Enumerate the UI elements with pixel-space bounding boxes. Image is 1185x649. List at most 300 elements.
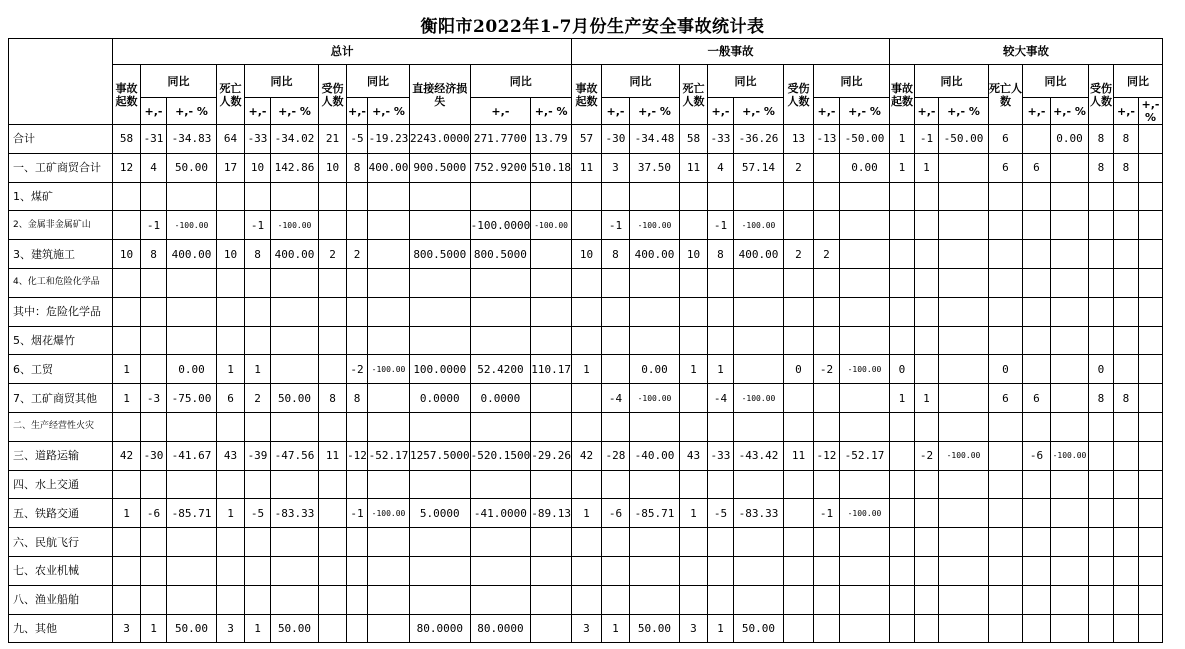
- header-injured: 受伤人数: [783, 65, 813, 125]
- table-cell: [988, 268, 1022, 297]
- table-cell: [813, 412, 839, 441]
- table-cell: [319, 268, 347, 297]
- table-cell: [368, 470, 410, 499]
- table-cell: -100.00: [368, 499, 410, 528]
- table-cell: [629, 268, 679, 297]
- page-title: 衡阳市2022年1-7月份生产安全事故统计表: [420, 17, 765, 37]
- table-cell: [1088, 240, 1113, 269]
- table-cell: [938, 240, 988, 269]
- table-cell: 10: [245, 153, 271, 182]
- table-cell: 142.86: [271, 153, 319, 182]
- row-label: 6、工贸: [9, 355, 113, 384]
- header-count: 事故起数: [113, 65, 141, 125]
- table-cell: -47.56: [271, 441, 319, 470]
- header-diff: +,-: [470, 98, 531, 125]
- table-cell: [938, 499, 988, 528]
- table-cell: 1: [679, 355, 707, 384]
- table-cell: [1113, 182, 1138, 211]
- table-cell: [601, 355, 629, 384]
- table-cell: [1138, 384, 1162, 413]
- table-cell: 80.0000: [410, 614, 471, 643]
- table-cell: [347, 297, 368, 326]
- table-cell: [1022, 470, 1050, 499]
- table-cell: [167, 268, 217, 297]
- table-cell: [783, 499, 813, 528]
- table-cell: [470, 412, 531, 441]
- table-cell: 110.17: [531, 355, 572, 384]
- table-cell: [914, 355, 938, 384]
- group-header-total: 总计: [113, 39, 572, 65]
- table-cell: -6: [601, 499, 629, 528]
- table-cell: [988, 326, 1022, 355]
- table-cell: [368, 556, 410, 585]
- table-cell: [914, 528, 938, 557]
- table-cell: -1: [245, 211, 271, 240]
- table-cell: [783, 384, 813, 413]
- table-cell: -1: [914, 125, 938, 154]
- table-cell: 8: [347, 153, 368, 182]
- table-cell: -83.33: [733, 499, 783, 528]
- table-cell: [1050, 240, 1088, 269]
- table-cell: 8: [1113, 384, 1138, 413]
- table-row: [9, 470, 1163, 499]
- table-cell: 6: [1022, 153, 1050, 182]
- table-cell: [733, 470, 783, 499]
- table-cell: [571, 268, 601, 297]
- table-cell: [245, 297, 271, 326]
- table-cell: [938, 384, 988, 413]
- table-cell: [1088, 499, 1113, 528]
- table-cell: 3: [113, 614, 141, 643]
- header-pct: +,- %: [1050, 98, 1088, 125]
- table-cell: [217, 211, 245, 240]
- table-cell: [783, 297, 813, 326]
- table-cell: -4: [707, 384, 733, 413]
- table-cell: [167, 412, 217, 441]
- table-cell: [783, 528, 813, 557]
- table-cell: -50.00: [839, 125, 889, 154]
- table-cell: [707, 556, 733, 585]
- table-cell: 400.00: [733, 240, 783, 269]
- table-cell: 510.18: [531, 153, 572, 182]
- table-cell: [733, 182, 783, 211]
- table-cell: [629, 182, 679, 211]
- table-cell: [245, 470, 271, 499]
- header-yoy: 同比: [141, 65, 217, 98]
- table-cell: [347, 528, 368, 557]
- table-cell: -100.00: [733, 384, 783, 413]
- table-cell: [271, 556, 319, 585]
- table-cell: -28: [601, 441, 629, 470]
- table-cell: [571, 556, 601, 585]
- table-cell: [707, 326, 733, 355]
- table-cell: [571, 528, 601, 557]
- table-cell: [783, 470, 813, 499]
- table-cell: 0.0000: [470, 384, 531, 413]
- table-cell: -85.71: [629, 499, 679, 528]
- table-cell: [938, 268, 988, 297]
- table-cell: [629, 556, 679, 585]
- table-cell: [707, 297, 733, 326]
- table-cell: [988, 585, 1022, 614]
- table-cell: [889, 268, 914, 297]
- table-cell: 80.0000: [470, 614, 531, 643]
- table-cell: [470, 528, 531, 557]
- table-cell: [1022, 211, 1050, 240]
- table-cell: [368, 585, 410, 614]
- table-cell: [410, 182, 471, 211]
- table-cell: [368, 182, 410, 211]
- table-cell: [319, 470, 347, 499]
- table-cell: [629, 326, 679, 355]
- table-cell: -100.00: [271, 211, 319, 240]
- table-cell: -50.00: [938, 125, 988, 154]
- table-cell: -12: [813, 441, 839, 470]
- table-cell: 8: [601, 240, 629, 269]
- group-header-major: 较大事故: [889, 39, 1162, 65]
- table-body: [9, 125, 1163, 643]
- table-cell: 17: [217, 153, 245, 182]
- table-cell: [601, 182, 629, 211]
- table-cell: [889, 182, 914, 211]
- table-cell: [813, 326, 839, 355]
- table-cell: [245, 182, 271, 211]
- table-cell: [245, 268, 271, 297]
- table-cell: [889, 326, 914, 355]
- table-cell: [1088, 470, 1113, 499]
- table-cell: 100.0000: [410, 355, 471, 384]
- table-cell: 8: [1113, 153, 1138, 182]
- table-cell: -100.00: [839, 355, 889, 384]
- header-loss: 直接经济损失: [410, 65, 471, 125]
- table-cell: [938, 556, 988, 585]
- table-cell: [1113, 355, 1138, 384]
- header-pct: +,- %: [271, 98, 319, 125]
- table-cell: [319, 412, 347, 441]
- table-cell: [113, 556, 141, 585]
- table-cell: 0.00: [1050, 125, 1088, 154]
- table-cell: [410, 585, 471, 614]
- table-cell: 11: [571, 153, 601, 182]
- table-cell: 1: [914, 153, 938, 182]
- table-cell: [733, 355, 783, 384]
- table-cell: [571, 384, 601, 413]
- table-cell: [938, 182, 988, 211]
- table-cell: 8: [1088, 125, 1113, 154]
- table-cell: [813, 556, 839, 585]
- table-cell: [410, 470, 471, 499]
- table-cell: [601, 585, 629, 614]
- table-cell: [1050, 470, 1088, 499]
- table-cell: -1: [813, 499, 839, 528]
- table-cell: [839, 614, 889, 643]
- table-cell: [839, 470, 889, 499]
- table-cell: [733, 326, 783, 355]
- table-cell: [571, 412, 601, 441]
- row-label: 四、水上交通: [9, 470, 113, 499]
- table-cell: [167, 297, 217, 326]
- table-cell: -89.13: [531, 499, 572, 528]
- table-cell: [319, 614, 347, 643]
- table-cell: 3: [601, 153, 629, 182]
- table-cell: [347, 326, 368, 355]
- row-label: 1、煤矿: [9, 182, 113, 211]
- table-cell: [629, 470, 679, 499]
- table-cell: 400.00: [167, 240, 217, 269]
- header-pct: +,- %: [167, 98, 217, 125]
- table-cell: [1022, 556, 1050, 585]
- header-pct: +,- %: [938, 98, 988, 125]
- table-cell: [167, 585, 217, 614]
- table-cell: 8: [245, 240, 271, 269]
- table-cell: 43: [679, 441, 707, 470]
- table-cell: [988, 556, 1022, 585]
- table-cell: [531, 384, 572, 413]
- accident-statistics-table: [8, 38, 1163, 643]
- table-cell: [813, 153, 839, 182]
- table-cell: -52.17: [368, 441, 410, 470]
- table-cell: [1138, 211, 1162, 240]
- table-cell: [733, 528, 783, 557]
- row-label: 二、生产经营性火灾: [9, 412, 113, 441]
- header-yoy: 同比: [1113, 65, 1162, 98]
- table-cell: [271, 297, 319, 326]
- table-cell: [839, 211, 889, 240]
- table-cell: -75.00: [167, 384, 217, 413]
- table-cell: [783, 268, 813, 297]
- header-count: 事故起数: [889, 65, 914, 125]
- table-cell: -100.00: [368, 355, 410, 384]
- table-cell: [1138, 355, 1162, 384]
- table-row: [9, 326, 1163, 355]
- table-cell: [938, 470, 988, 499]
- header-group-row: [9, 39, 1163, 65]
- table-cell: [707, 182, 733, 211]
- table-cell: [813, 268, 839, 297]
- table-cell: 1: [679, 499, 707, 528]
- table-cell: [368, 297, 410, 326]
- table-cell: [531, 614, 572, 643]
- table-cell: 2243.0000: [410, 125, 471, 154]
- row-label: 其中：危险化学品: [9, 297, 113, 326]
- table-cell: [733, 556, 783, 585]
- table-cell: [1050, 326, 1088, 355]
- table-cell: [141, 528, 167, 557]
- table-cell: 10: [319, 153, 347, 182]
- table-cell: [813, 528, 839, 557]
- table-cell: [368, 240, 410, 269]
- table-cell: [1113, 528, 1138, 557]
- table-cell: -100.00: [1050, 441, 1088, 470]
- table-cell: [141, 268, 167, 297]
- table-cell: [839, 384, 889, 413]
- table-cell: [938, 614, 988, 643]
- table-cell: -100.00: [167, 211, 217, 240]
- table-cell: 6: [1022, 384, 1050, 413]
- table-cell: -34.02: [271, 125, 319, 154]
- table-cell: [988, 240, 1022, 269]
- table-cell: 0.00: [629, 355, 679, 384]
- table-cell: [1088, 585, 1113, 614]
- header-diff: +,-: [601, 98, 629, 125]
- row-label: 九、其他: [9, 614, 113, 643]
- table-cell: 0.00: [167, 355, 217, 384]
- table-cell: -41.67: [167, 441, 217, 470]
- table-cell: 271.7700: [470, 125, 531, 154]
- table-cell: [783, 326, 813, 355]
- table-cell: [319, 211, 347, 240]
- table-cell: [1138, 297, 1162, 326]
- table-cell: [319, 326, 347, 355]
- table-cell: [113, 326, 141, 355]
- table-cell: [1138, 614, 1162, 643]
- header-yoy: 同比: [1022, 65, 1088, 98]
- table-cell: 8: [319, 384, 347, 413]
- table-cell: -34.83: [167, 125, 217, 154]
- table-cell: [1138, 499, 1162, 528]
- table-cell: [889, 412, 914, 441]
- table-cell: 50.00: [167, 153, 217, 182]
- table-cell: 2: [783, 153, 813, 182]
- header-diff: +,-: [1022, 98, 1050, 125]
- table-cell: [733, 585, 783, 614]
- table-cell: 50.00: [271, 384, 319, 413]
- table-cell: [410, 326, 471, 355]
- table-cell: -33: [707, 441, 733, 470]
- table-cell: -4: [601, 384, 629, 413]
- table-cell: 6: [988, 384, 1022, 413]
- table-cell: [839, 326, 889, 355]
- table-cell: [839, 528, 889, 557]
- table-cell: [839, 240, 889, 269]
- table-cell: [813, 182, 839, 211]
- table-cell: 800.5000: [410, 240, 471, 269]
- table-row: [9, 556, 1163, 585]
- table-cell: [1113, 326, 1138, 355]
- table-cell: [571, 585, 601, 614]
- table-cell: 64: [217, 125, 245, 154]
- table-cell: [839, 182, 889, 211]
- table-cell: [1050, 182, 1088, 211]
- table-cell: 0: [988, 355, 1022, 384]
- header-pct: +,- %: [839, 98, 889, 125]
- table-cell: [988, 441, 1022, 470]
- table-cell: 1: [571, 499, 601, 528]
- table-cell: [938, 355, 988, 384]
- table-cell: -34.48: [629, 125, 679, 154]
- table-row: [9, 585, 1163, 614]
- table-cell: [679, 470, 707, 499]
- table-cell: 8: [707, 240, 733, 269]
- table-cell: -19.23: [368, 125, 410, 154]
- table-cell: [368, 268, 410, 297]
- table-cell: [1022, 297, 1050, 326]
- table-cell: [601, 326, 629, 355]
- table-cell: [1050, 556, 1088, 585]
- table-cell: [1022, 614, 1050, 643]
- table-cell: -31: [141, 125, 167, 154]
- table-cell: -5: [347, 125, 368, 154]
- table-cell: 8: [141, 240, 167, 269]
- row-label: 合计: [9, 125, 113, 154]
- table-cell: [470, 470, 531, 499]
- table-cell: 400.00: [629, 240, 679, 269]
- table-cell: 400.00: [368, 153, 410, 182]
- table-cell: [271, 585, 319, 614]
- table-cell: [1050, 499, 1088, 528]
- table-cell: [839, 412, 889, 441]
- table-cell: [319, 297, 347, 326]
- table-cell: [1113, 585, 1138, 614]
- header-yoy: 同比: [601, 65, 679, 98]
- table-cell: 13.79: [531, 125, 572, 154]
- table-cell: 4: [707, 153, 733, 182]
- table-cell: [783, 412, 813, 441]
- table-cell: [1022, 125, 1050, 154]
- table-cell: [319, 182, 347, 211]
- table-cell: [988, 614, 1022, 643]
- table-cell: [245, 528, 271, 557]
- table-cell: [167, 470, 217, 499]
- table-cell: [783, 585, 813, 614]
- table-cell: [783, 614, 813, 643]
- table-cell: [368, 211, 410, 240]
- table-cell: [707, 585, 733, 614]
- header-count: 事故起数: [571, 65, 601, 125]
- table-cell: [914, 556, 938, 585]
- table-cell: [470, 268, 531, 297]
- table-row: [9, 528, 1163, 557]
- table-cell: [319, 556, 347, 585]
- table-cell: [938, 211, 988, 240]
- table-cell: [783, 211, 813, 240]
- table-cell: [271, 470, 319, 499]
- table-cell: -6: [141, 499, 167, 528]
- table-cell: [733, 412, 783, 441]
- table-cell: [1022, 240, 1050, 269]
- header-pct: +,- %: [1138, 98, 1162, 125]
- row-label: 八、渔业船舶: [9, 585, 113, 614]
- table-cell: 12: [113, 153, 141, 182]
- table-cell: [368, 412, 410, 441]
- table-cell: [707, 470, 733, 499]
- table-cell: [914, 326, 938, 355]
- header-pct: +,- %: [531, 98, 572, 125]
- table-cell: -41.0000: [470, 499, 531, 528]
- table-cell: [707, 412, 733, 441]
- table-cell: [1088, 528, 1113, 557]
- table-cell: [347, 614, 368, 643]
- table-cell: [1113, 614, 1138, 643]
- table-cell: 2: [783, 240, 813, 269]
- table-cell: [217, 412, 245, 441]
- table-cell: [1050, 268, 1088, 297]
- table-cell: [217, 556, 245, 585]
- table-cell: [1088, 268, 1113, 297]
- table-cell: [1022, 528, 1050, 557]
- table-cell: [1022, 499, 1050, 528]
- table-cell: -29.26: [531, 441, 572, 470]
- table-cell: 50.00: [629, 614, 679, 643]
- table-cell: [113, 297, 141, 326]
- table-cell: 2: [319, 240, 347, 269]
- table-cell: [679, 384, 707, 413]
- table-row: [9, 441, 1163, 470]
- table-cell: -100.00: [629, 384, 679, 413]
- table-cell: 52.4200: [470, 355, 531, 384]
- group-header-general: 一般事故: [571, 39, 889, 65]
- table-cell: [629, 585, 679, 614]
